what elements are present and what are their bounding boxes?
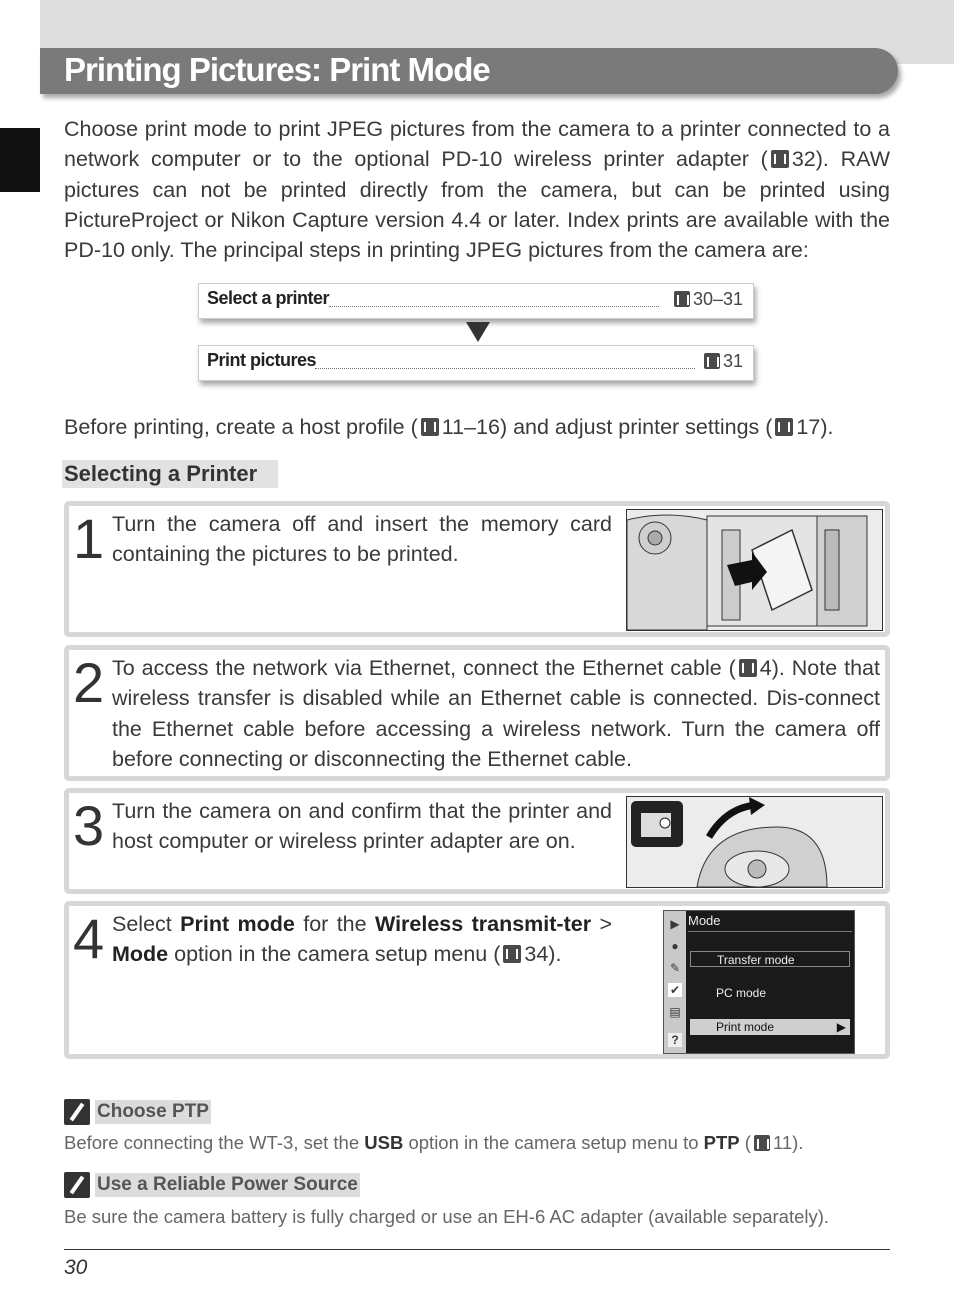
pencil-note-icon <box>64 1099 90 1125</box>
intro-text-2: RAW pictures can not be printed directly from the camera, but can be printed using PictureProject or Nikon Capture version 4.4 or later. Index prints are available with the PD-10 only. The principal steps in printing JPEG pictures from the camera are: <box>64 147 890 263</box>
leader-dots <box>315 368 695 369</box>
shooting-icon: ● <box>671 939 679 953</box>
camera-power-switch-illustration <box>626 796 883 888</box>
leader-dots <box>329 306 659 307</box>
step-number: 1 <box>73 507 105 570</box>
lcd-item-pc-mode: PC mode <box>716 986 767 1000</box>
reference-icon <box>775 418 793 436</box>
flow-step-label: Select a printer <box>207 288 330 308</box>
reference-icon <box>503 945 521 963</box>
step-2 <box>64 645 890 781</box>
step-1 <box>64 501 890 637</box>
chapter-tab <box>0 128 40 192</box>
before-printing-text: Before printing, create a host profile ( 11–16) and adjust printer settings ( 17). <box>64 415 834 439</box>
step-text: To access the network via Ethernet, connect the Ethernet cable ( 4). Note that wireless transfer is disabled while an Ethernet cable is connected. Dis-connect the Ethernet cable before accessing a wireless network. Turn the camera off before connecting or disconnecting the Ethernet cable. <box>112 656 880 771</box>
intro-ref-1: 32). <box>791 147 829 172</box>
step-text: Turn the camera on and confirm that the printer and host computer or wireless printer adapter are on. <box>112 799 612 854</box>
intro-text-1: Choose print mode to print JPEG pictures from the camera to a printer connected to a network computer or to the optional PD-10 wireless printer adapter ( <box>64 117 890 172</box>
step-3 <box>64 788 890 894</box>
note-body-choose-ptp: Before connecting the WT-3, set the USB option in the camera setup menu to PTP ( 11). <box>64 1132 804 1153</box>
section-heading: Selecting a Printer <box>62 460 278 488</box>
note-body-power-source: Be sure the camera battery is fully charged or use an EH-6 AC adapter (available separately). <box>64 1206 830 1227</box>
help-icon: ? <box>668 1033 682 1047</box>
reference-icon <box>754 1135 770 1151</box>
reference-icon <box>704 353 720 369</box>
page-number: 30 <box>64 1256 88 1279</box>
camera-card-slot-illustration <box>626 509 883 631</box>
note-heading: Use a Reliable Power Source <box>97 1174 358 1195</box>
step-4 <box>64 901 890 1059</box>
playback-icon: ▶ <box>670 917 680 931</box>
step-text: Select Print mode for the Wireless transmit-ter > Mode option in the camera setup menu ( 34). <box>112 912 612 967</box>
flow-step-page: 31 <box>701 351 743 372</box>
flow-step-select-printer <box>198 283 754 319</box>
reference-icon <box>771 150 789 168</box>
menu-term: Wireless transmit-ter <box>374 912 592 936</box>
reference-icon <box>674 291 690 307</box>
reference-icon <box>739 659 757 677</box>
flow-step-label: Print pictures <box>207 350 317 370</box>
lcd-item-transfer-mode: Transfer mode <box>690 951 850 967</box>
arrow-right-icon: ▶ <box>836 1020 846 1034</box>
lcd-item-print-mode: Print mode ▶ <box>690 1019 850 1035</box>
note-power-source <box>64 1172 404 1198</box>
setup-wrench-icon: ✔ <box>669 983 681 997</box>
footer-rule <box>64 1249 890 1250</box>
menu-term: Mode <box>112 942 169 967</box>
camera-lcd-mode-menu <box>663 910 855 1054</box>
step-number: 4 <box>73 907 105 970</box>
step-text: Turn the camera off and insert the memory card containing the pictures to be printed. <box>112 512 612 567</box>
custom-icon: ✎ <box>669 961 681 975</box>
flow-arrow-icon <box>466 322 490 342</box>
step-number: 3 <box>73 794 105 857</box>
recent-icon: ▤ <box>669 1005 681 1019</box>
step-number: 2 <box>73 651 105 714</box>
menu-term: Print mode <box>180 912 295 936</box>
title-bar <box>40 48 898 94</box>
pencil-note-icon <box>64 1172 90 1198</box>
reference-icon <box>421 418 439 436</box>
flow-step-print-pictures <box>198 345 754 381</box>
note-choose-ptp <box>64 1099 364 1125</box>
page-title: Printing Pictures: Print Mode <box>64 51 490 88</box>
lcd-header: Mode <box>688 913 721 928</box>
flow-step-page: 30–31 <box>671 289 743 310</box>
intro-paragraph <box>64 114 890 265</box>
note-heading: Choose PTP <box>97 1101 209 1122</box>
lcd-sidebar <box>664 911 686 1053</box>
